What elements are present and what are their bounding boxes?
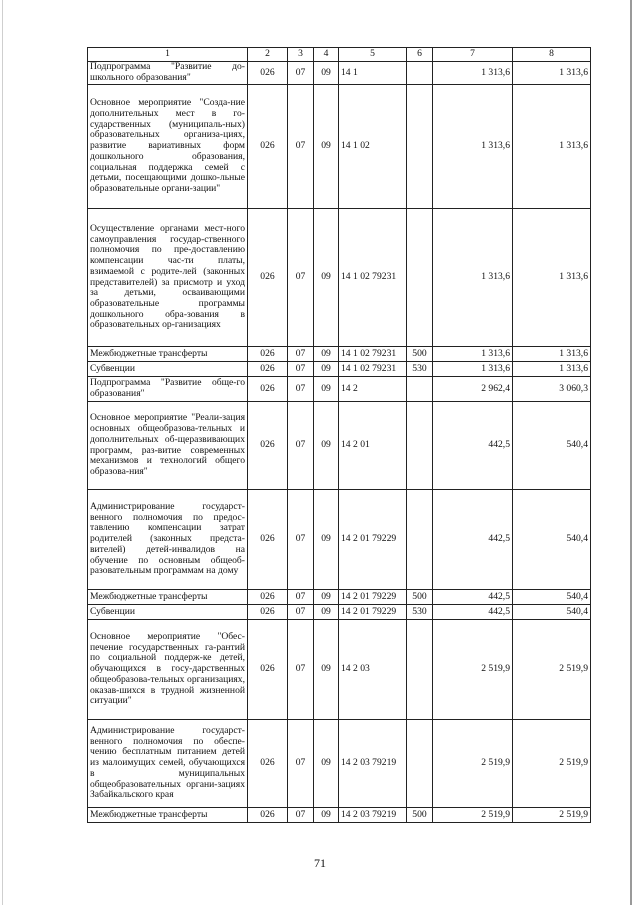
row-value-8: 540,4 (513, 590, 591, 605)
row-code-5: 14 2 03 (339, 620, 407, 720)
row-code-5: 14 2 (339, 377, 407, 402)
row-name: Межбюджетные трансферты (88, 808, 248, 823)
row-code-3: 07 (288, 347, 314, 362)
row-code-5: 14 2 01 79229 (339, 590, 407, 605)
page-number: 71 (314, 856, 326, 870)
row-code-3: 07 (288, 490, 314, 590)
row-value-8: 2 519,9 (513, 808, 591, 823)
row-code-2: 026 (248, 85, 288, 209)
row-code-6 (407, 620, 433, 720)
row-value-7: 1 313,6 (433, 362, 513, 377)
table-row (88, 85, 591, 209)
row-code-3: 07 (288, 605, 314, 620)
table-row (88, 605, 591, 620)
header-cell-6: 6 (407, 48, 433, 62)
row-code-4: 09 (314, 605, 339, 620)
table-row (88, 362, 591, 377)
scan-edge-right (630, 0, 632, 905)
row-code-6 (407, 377, 433, 402)
row-value-7: 442,5 (433, 590, 513, 605)
row-code-2: 026 (248, 605, 288, 620)
row-name: Основное мероприятие "Созда-ние дополнительных мест в го-сударственных (муниципаль-ных) образовательных организа-циях, развитие вариативных форм дошкольного образования, социальная поддержка семей с детьми, посещающими дошко-льные образовательные органи-зации" (88, 85, 248, 209)
row-name: Осуществление органами мест-ного самоуправления государ-ственного полномочия по пре-доставлению компенсации час-ти платы, взимаемой с родите-лей (законных представителей) за присмотр и уход за детьми, осваивающими образовательные программы дошкольного обра-зования в образовательных ор-ганизациях (88, 209, 248, 347)
row-code-6: 500 (407, 808, 433, 823)
row-code-4: 09 (314, 377, 339, 402)
row-value-8: 1 313,6 (513, 347, 591, 362)
row-name: Субвенции (88, 362, 248, 377)
row-code-3: 07 (288, 808, 314, 823)
table-row (88, 209, 591, 347)
row-code-3: 07 (288, 590, 314, 605)
row-name: Субвенции (88, 605, 248, 620)
row-name: Администрирование государст-венного полномочия по предос-тавлению компенсации затрат родителей (законных предста-вителей) детей-инвалидов на обучение по основным общеоб-разовательным программам на дому (88, 490, 248, 590)
row-name: Подпрограмма "Развитие обще-го образования" (88, 377, 248, 402)
row-name: Межбюджетные трансферты (88, 347, 248, 362)
table-row (88, 490, 591, 590)
row-code-3: 07 (288, 377, 314, 402)
table-row (88, 620, 591, 720)
row-code-6 (407, 85, 433, 209)
row-code-3: 07 (288, 362, 314, 377)
header-cell-4: 4 (314, 48, 339, 62)
row-value-8: 2 519,9 (513, 620, 591, 720)
row-code-5: 14 1 02 79231 (339, 347, 407, 362)
table-row (88, 402, 591, 490)
row-name: Основное мероприятие "Реали-зация основных общеобразова-тельных и дополнительных об-щеразвивающих программ, раз-витие современных механизмов и технологий общего образова-ния" (88, 402, 248, 490)
row-code-2: 026 (248, 590, 288, 605)
row-code-4: 09 (314, 620, 339, 720)
row-code-3: 07 (288, 620, 314, 720)
row-value-7: 1 313,6 (433, 347, 513, 362)
row-value-8: 540,4 (513, 605, 591, 620)
row-code-4: 09 (314, 362, 339, 377)
row-value-7: 442,5 (433, 605, 513, 620)
budget-table (87, 47, 591, 823)
row-code-6 (407, 209, 433, 347)
header-cell-3: 3 (288, 48, 314, 62)
row-code-5: 14 2 03 79219 (339, 808, 407, 823)
row-code-5: 14 2 01 (339, 402, 407, 490)
header-cell-8: 8 (513, 48, 591, 62)
table-row (88, 377, 591, 402)
row-code-3: 07 (288, 720, 314, 808)
row-code-2: 026 (248, 620, 288, 720)
row-code-4: 09 (314, 85, 339, 209)
table-row (88, 590, 591, 605)
row-code-4: 09 (314, 62, 339, 85)
row-code-5: 14 1 (339, 62, 407, 85)
scan-edge-left (2, 0, 3, 905)
row-value-8: 1 313,6 (513, 62, 591, 85)
row-code-6: 500 (407, 590, 433, 605)
table-row (88, 62, 591, 85)
row-code-2: 026 (248, 347, 288, 362)
row-value-7: 442,5 (433, 490, 513, 590)
row-value-8: 1 313,6 (513, 362, 591, 377)
row-code-5: 14 2 01 79229 (339, 490, 407, 590)
row-value-7: 442,5 (433, 402, 513, 490)
row-code-4: 09 (314, 720, 339, 808)
row-code-3: 07 (288, 85, 314, 209)
row-code-3: 07 (288, 62, 314, 85)
row-code-6 (407, 490, 433, 590)
header-cell-1: 1 (88, 48, 248, 62)
row-code-5: 14 1 02 79231 (339, 362, 407, 377)
row-value-8: 2 519,9 (513, 720, 591, 808)
row-code-2: 026 (248, 62, 288, 85)
row-code-4: 09 (314, 347, 339, 362)
table-header-row (88, 48, 591, 62)
row-code-2: 026 (248, 402, 288, 490)
row-value-8: 1 313,6 (513, 85, 591, 209)
header-cell-2: 2 (248, 48, 288, 62)
row-code-6 (407, 62, 433, 85)
row-value-7: 2 962,4 (433, 377, 513, 402)
row-value-7: 2 519,9 (433, 620, 513, 720)
row-name: Основное мероприятие "Обес-печение государственных га-рантий по социальной поддерж-ке детей, обучающихся в госу-дарственных общеобразова-тельных организациях, оказав-шихся в трудной жизненной ситуации" (88, 620, 248, 720)
row-code-6: 530 (407, 362, 433, 377)
row-code-4: 09 (314, 808, 339, 823)
row-code-5: 14 2 01 79229 (339, 605, 407, 620)
row-code-2: 026 (248, 808, 288, 823)
row-name: Подпрограмма "Развитие до-школьного образования" (88, 62, 248, 85)
row-code-5: 14 2 03 79219 (339, 720, 407, 808)
row-code-6: 530 (407, 605, 433, 620)
row-code-2: 026 (248, 490, 288, 590)
row-code-2: 026 (248, 377, 288, 402)
row-code-5: 14 1 02 (339, 85, 407, 209)
row-code-5: 14 1 02 79231 (339, 209, 407, 347)
row-code-6 (407, 720, 433, 808)
row-code-4: 09 (314, 590, 339, 605)
row-code-4: 09 (314, 209, 339, 347)
row-name: Межбюджетные трансферты (88, 590, 248, 605)
row-code-3: 07 (288, 209, 314, 347)
row-value-8: 3 060,3 (513, 377, 591, 402)
row-value-7: 2 519,9 (433, 808, 513, 823)
row-code-4: 09 (314, 402, 339, 490)
row-code-2: 026 (248, 720, 288, 808)
row-code-4: 09 (314, 490, 339, 590)
row-value-8: 540,4 (513, 402, 591, 490)
row-code-2: 026 (248, 209, 288, 347)
row-value-7: 1 313,6 (433, 209, 513, 347)
row-value-7: 2 519,9 (433, 720, 513, 808)
row-name: Администрирование государст-венного полномочия по обеспе-чению бесплатным питанием детей из малоимущих семей, обучающихся в муниципальных общеобразовательных органи-зациях Забайкальского края (88, 720, 248, 808)
header-cell-7: 7 (433, 48, 513, 62)
row-value-7: 1 313,6 (433, 85, 513, 209)
row-value-8: 1 313,6 (513, 209, 591, 347)
row-code-3: 07 (288, 402, 314, 490)
table-row (88, 720, 591, 808)
row-code-6: 500 (407, 347, 433, 362)
table-row (88, 347, 591, 362)
row-code-2: 026 (248, 362, 288, 377)
row-value-8: 540,4 (513, 490, 591, 590)
table-row (88, 808, 591, 823)
row-code-6 (407, 402, 433, 490)
header-cell-5: 5 (339, 48, 407, 62)
row-value-7: 1 313,6 (433, 62, 513, 85)
